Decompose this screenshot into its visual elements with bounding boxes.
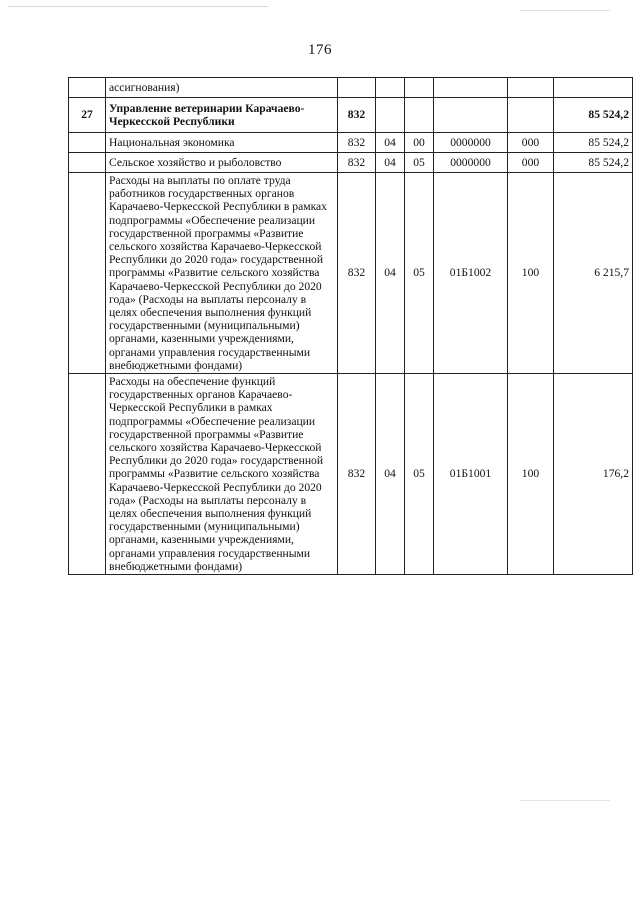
page-number: 176 <box>308 42 332 58</box>
target-article-code: 0000000 <box>434 153 508 173</box>
grbs-code: 832 <box>338 133 376 153</box>
subsection-code <box>405 78 434 98</box>
grbs-code: 832 <box>338 153 376 173</box>
amount <box>554 78 633 98</box>
expense-type-code: 000 <box>508 133 554 153</box>
table-row <box>69 173 633 374</box>
section-code: 04 <box>376 173 405 374</box>
expense-type-code: 100 <box>508 173 554 374</box>
row-name: Управление ветеринарии Карачаево-Черкесской Республики <box>106 98 338 133</box>
row-number <box>69 173 106 374</box>
table-row <box>69 153 633 173</box>
section-code <box>376 98 405 133</box>
budget-table <box>68 77 633 575</box>
section-code: 04 <box>376 374 405 575</box>
target-article-code: 01Б1002 <box>434 173 508 374</box>
section-code <box>376 78 405 98</box>
subsection-code: 00 <box>405 133 434 153</box>
section-code: 04 <box>376 153 405 173</box>
section-code: 04 <box>376 133 405 153</box>
table-row <box>69 133 633 153</box>
grbs-code: 832 <box>338 173 376 374</box>
row-name: Национальная экономика <box>106 133 338 153</box>
amount: 85 524,2 <box>554 153 633 173</box>
subsection-code <box>405 98 434 133</box>
subsection-code: 05 <box>405 374 434 575</box>
target-article-code <box>434 98 508 133</box>
table-row <box>69 78 633 98</box>
amount: 85 524,2 <box>554 133 633 153</box>
row-number: 27 <box>69 98 106 133</box>
subsection-code: 05 <box>405 173 434 374</box>
row-name: Сельское хозяйство и рыболовство <box>106 153 338 173</box>
amount: 176,2 <box>554 374 633 575</box>
grbs-code: 832 <box>338 98 376 133</box>
row-number <box>69 133 106 153</box>
row-number <box>69 374 106 575</box>
grbs-code <box>338 78 376 98</box>
expense-type-code: 100 <box>508 374 554 575</box>
row-name: Расходы на обеспечение функций государственных органов Карачаево-Черкесской Республики в рамках подпрограммы «Обеспечение реализации государственной программы «Развитие сельского хозяйства Карачаево-Черкесской Республики до 2020 года» государственной программы «Развитие сельского хозяйства Карачаево-Черкесской Республики до 2020 года» (Расходы на выплаты персоналу в целях обеспечения выполнения функций государственными (муниципальными) органами, казенными учреждениями, органами управления государственными внебюджетными фондами) <box>106 374 338 575</box>
row-name: Расходы на выплаты по оплате труда работников государственных органов Карачаево-Черкесской Республики в рамках подпрограммы «Обеспечение реализации государственной программы «Развитие сельского хозяйства Карачаево-Черкесской Республики до 2020 года» государственной программы «Развитие сельского хозяйства Карачаево-Черкесской Республики до 2020 года» (Расходы на выплаты персоналу в целях обеспечения выполнения функций государственными (муниципальными) органами, казенными учреждениями, органами управления государственными внебюджетными фондами) <box>106 173 338 374</box>
expense-type-code <box>508 78 554 98</box>
scan-artifact <box>520 800 610 801</box>
target-article-code <box>434 78 508 98</box>
expense-type-code: 000 <box>508 153 554 173</box>
row-name: ассигнования) <box>106 78 338 98</box>
target-article-code: 0000000 <box>434 133 508 153</box>
row-number <box>69 78 106 98</box>
amount: 85 524,2 <box>554 98 633 133</box>
expense-type-code <box>508 98 554 133</box>
grbs-code: 832 <box>338 374 376 575</box>
table-row <box>69 374 633 575</box>
target-article-code: 01Б1001 <box>434 374 508 575</box>
row-number <box>69 153 106 173</box>
table-row <box>69 98 633 133</box>
scan-artifact <box>520 10 610 11</box>
amount: 6 215,7 <box>554 173 633 374</box>
subsection-code: 05 <box>405 153 434 173</box>
scan-artifact <box>8 6 268 7</box>
